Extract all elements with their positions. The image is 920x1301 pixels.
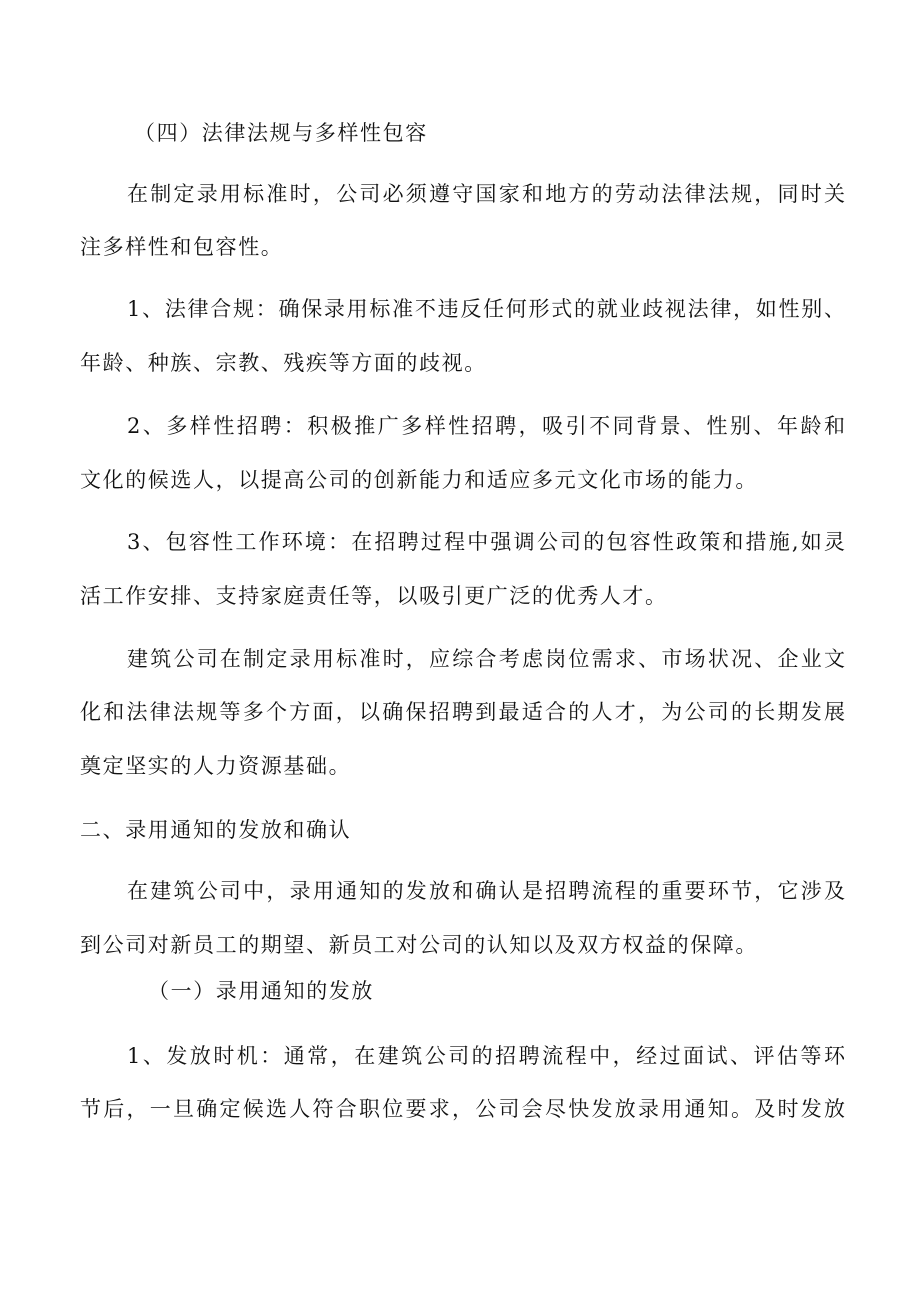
paragraph-line: 化和法律法规等多个方面，以确保招聘到最适合的人才，为公司的长期发展	[80, 700, 845, 724]
paragraph-line: 到公司对新员工的期望、新员工对公司的认知以及双方权益的保障。	[80, 933, 758, 957]
section-title-2: 二、录用通知的发放和确认	[80, 818, 352, 842]
paragraph-line: 在建筑公司中，录用通知的发放和确认是招聘流程的重要环节，它涉及	[127, 879, 845, 903]
list-item-line: 文化的候选人，以提高公司的创新能力和适应多元文化市场的能力。	[80, 468, 758, 492]
list-item-line: 3、包容性工作环境：在招聘过程中强调公司的包容性政策和措施,如灵	[127, 530, 845, 554]
list-item-line: 节后，一旦确定候选人符合职位要求，公司会尽快发放录用通知。及时发放	[80, 1097, 845, 1121]
list-item-line: 2、多样性招聘：积极推广多样性招聘，吸引不同背景、性别、年龄和	[127, 414, 845, 438]
list-item-line: 1、发放时机：通常，在建筑公司的招聘流程中，经过面试、评估等环	[127, 1044, 845, 1068]
paragraph-line: 在制定录用标准时，公司必须遵守国家和地方的劳动法律法规，同时关	[127, 182, 845, 206]
paragraph-line: 建筑公司在制定录用标准时，应综合考虑岗位需求、市场状况、企业文	[127, 647, 845, 671]
subsection-heading-1: （一）录用通知的发放	[148, 979, 374, 1003]
list-item-line: 年龄、种族、宗教、残疾等方面的歧视。	[80, 351, 487, 375]
paragraph-line: 奠定坚实的人力资源基础。	[80, 754, 352, 778]
paragraph-line: 注多样性和包容性。	[80, 235, 284, 259]
section-heading-4: （四）法律法规与多样性包容	[134, 121, 428, 145]
list-item-line: 1、法律合规：确保录用标准不违反任何形式的就业歧视法律，如性别、	[127, 297, 845, 321]
list-item-line: 活工作安排、支持家庭责任等，以吸引更广泛的优秀人才。	[80, 584, 668, 608]
